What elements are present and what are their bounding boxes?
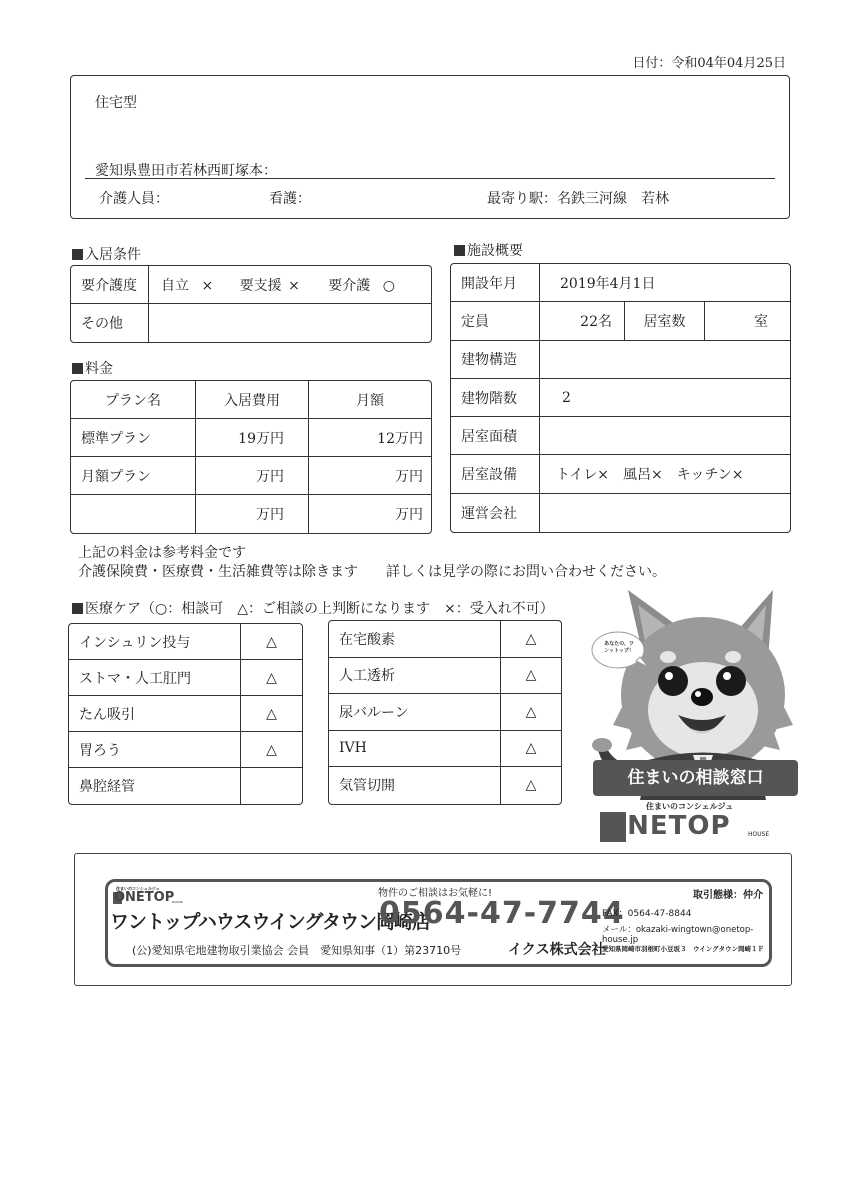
table-row bbox=[69, 624, 302, 660]
other-label: その他 bbox=[71, 304, 149, 342]
onetop-logo: ONETOP bbox=[604, 811, 731, 841]
table-header-row bbox=[71, 381, 431, 419]
other-value bbox=[149, 304, 431, 342]
fee-note-1: 上記の料金は参考料金です bbox=[78, 545, 246, 561]
company-address: 愛知県岡崎市羽根町小豆坂３ ウイングタウン岡崎１Ｆ bbox=[602, 945, 765, 953]
consultation-banner: 住まいの相談窓口 bbox=[593, 760, 798, 796]
square-bullet-icon bbox=[72, 603, 83, 614]
nearest-station: 最寄り駅：名鉄三河線 若林 bbox=[487, 191, 669, 207]
care-level-values bbox=[149, 266, 431, 304]
nursing-label: 看護： bbox=[269, 191, 311, 207]
care-level-0-label: 自立 bbox=[161, 277, 189, 294]
table-row bbox=[71, 457, 431, 495]
inquiry-text: 物件のご相談はお気軽に! bbox=[378, 888, 493, 899]
entry-fee: 万円 bbox=[196, 457, 309, 495]
store-banner bbox=[105, 879, 772, 967]
care-level-1-label: 要支援 bbox=[239, 277, 282, 294]
medical-item: 鼻腔経管 bbox=[69, 768, 241, 804]
fees-table bbox=[70, 380, 432, 534]
medical-title-text: 医療ケア（○：相談可 △：ご相談の上判断になります ×：受入れ不可） bbox=[85, 601, 554, 617]
divider bbox=[85, 178, 775, 179]
monthly-fee: 12万円 bbox=[309, 419, 431, 457]
table-row bbox=[329, 621, 561, 658]
table-row bbox=[451, 494, 790, 532]
monthly-fee: 万円 bbox=[309, 457, 431, 495]
plan-name: 月額プラン bbox=[71, 457, 196, 495]
fees-title-text: 料金 bbox=[85, 361, 113, 377]
medical-mark: △ bbox=[501, 621, 561, 658]
plan-name bbox=[71, 495, 196, 533]
medical-mark: △ bbox=[501, 658, 561, 695]
table-row bbox=[451, 417, 790, 455]
housing-type: 住宅型 bbox=[95, 95, 137, 111]
address: 愛知県豊田市若林西町塚本： bbox=[95, 163, 277, 179]
structure-value bbox=[540, 341, 790, 379]
email-address[interactable]: メール：okazaki-wingtown@onetop-house.jp bbox=[602, 925, 754, 945]
fee-note-2: 介護保険費・医療費・生活雑費等は除きます 詳しくは見学の際にお問い合わせください。 bbox=[78, 564, 666, 580]
table-row bbox=[451, 341, 790, 379]
medical-item: インシュリン投与 bbox=[69, 624, 241, 660]
table-row bbox=[451, 379, 790, 417]
care-level-0-mark: × bbox=[201, 277, 214, 294]
medical-mark: △ bbox=[525, 777, 537, 794]
medical-title bbox=[72, 598, 554, 618]
table-row bbox=[451, 264, 790, 302]
onetop-logo-sub: HOUSE bbox=[748, 831, 770, 838]
table-row bbox=[69, 768, 302, 804]
admission-title-text: 入居条件 bbox=[85, 247, 141, 263]
operator-value bbox=[540, 494, 790, 532]
table-row bbox=[451, 455, 790, 493]
table-row bbox=[329, 731, 561, 768]
medical-item: 気管切開 bbox=[329, 767, 501, 804]
table-row bbox=[329, 767, 561, 804]
capacity-value: 22名 bbox=[540, 302, 625, 340]
table-row bbox=[71, 266, 431, 304]
square-bullet-icon bbox=[72, 363, 83, 374]
care-level-2-label: 要介護 bbox=[328, 277, 371, 294]
contact-box bbox=[74, 853, 792, 986]
header-plan: プラン名 bbox=[71, 381, 196, 419]
fax-number: FAX：0564-47-8844 bbox=[602, 909, 692, 919]
rooms-label: 居室数 bbox=[625, 302, 705, 340]
footer-logo-sub: HOUSE bbox=[172, 900, 183, 904]
opened-value: 2019年4月1日 bbox=[540, 264, 790, 302]
room-equipment-label: 居室設備 bbox=[451, 455, 540, 493]
admission-table bbox=[70, 265, 432, 343]
medical-mark: △ bbox=[501, 731, 561, 768]
medical-item: 人工透析 bbox=[329, 658, 501, 695]
transaction-type: 取引態様：仲介 bbox=[693, 890, 763, 901]
care-level-1-mark: × bbox=[288, 277, 300, 294]
floors-label: 建物階数 bbox=[451, 379, 540, 417]
header-entry: 入居費用 bbox=[196, 381, 309, 419]
facility-title bbox=[454, 240, 523, 260]
rooms-value: 室 bbox=[705, 302, 790, 340]
medical-item: 胃ろう bbox=[69, 732, 241, 768]
table-row bbox=[69, 732, 302, 768]
phone-number[interactable]: 0564-47-7744 bbox=[379, 896, 625, 931]
medical-item: IVH bbox=[329, 731, 501, 768]
medical-mark: △ bbox=[241, 732, 302, 768]
medical-mark: △ bbox=[241, 696, 302, 732]
footer-logo: ONETOP bbox=[114, 890, 175, 905]
room-area-label: 居室面積 bbox=[451, 417, 540, 455]
store-name: ワントップハウスウイングタウン岡崎店 bbox=[110, 911, 431, 933]
facility-title-text: 施設概要 bbox=[467, 243, 523, 259]
table-row bbox=[69, 696, 302, 732]
table-row bbox=[71, 495, 431, 533]
medical-mark: △ bbox=[241, 624, 302, 660]
square-bullet-icon bbox=[454, 245, 465, 256]
entry-fee: 19万円 bbox=[196, 419, 309, 457]
mascot-tagline: 住まいのコンシェルジュ bbox=[646, 802, 734, 811]
mascot-speech: あなたの、ワンットップ！ bbox=[604, 641, 634, 654]
medical-item: 尿バルーン bbox=[329, 694, 501, 731]
header-monthly: 月額 bbox=[309, 381, 431, 419]
medical-table-right bbox=[328, 620, 562, 805]
medical-table-left bbox=[68, 623, 303, 805]
document-date: 日付：令和04年04月25日 bbox=[632, 56, 786, 71]
medical-mark: △ bbox=[241, 660, 302, 696]
admission-title bbox=[72, 244, 141, 264]
table-row bbox=[69, 660, 302, 696]
room-area-value bbox=[540, 417, 790, 455]
medical-item: 在宅酸素 bbox=[329, 621, 501, 658]
monthly-fee: 万円 bbox=[395, 507, 423, 523]
square-bullet-icon bbox=[72, 249, 83, 260]
medical-mark bbox=[241, 768, 302, 804]
caregivers-label: 介護人員： bbox=[99, 191, 169, 207]
table-row bbox=[71, 304, 431, 342]
floors-value: 2 bbox=[540, 379, 790, 417]
company-name: イクス株式会社 bbox=[508, 942, 606, 958]
footer-logo-tagline: 住まいのコンシェルジュ bbox=[116, 886, 160, 891]
entry-fee: 万円 bbox=[196, 495, 309, 533]
summary-box bbox=[70, 75, 790, 219]
room-equipment-value: トイレ× 風呂× キッチン× bbox=[540, 455, 790, 493]
care-level-2-mark: ○ bbox=[382, 277, 395, 294]
mascot-illustration bbox=[588, 585, 800, 850]
opened-label: 開設年月 bbox=[451, 264, 540, 302]
medical-item: たん吸引 bbox=[69, 696, 241, 732]
table-row bbox=[451, 302, 790, 340]
medical-item: ストマ・人工肛門 bbox=[69, 660, 241, 696]
capacity-label: 定員 bbox=[451, 302, 540, 340]
fees-title bbox=[72, 358, 113, 378]
table-row bbox=[329, 658, 561, 695]
structure-label: 建物構造 bbox=[451, 341, 540, 379]
medical-mark: △ bbox=[501, 694, 561, 731]
facility-table bbox=[450, 263, 791, 533]
association-info: (公)愛知県宅地建物取引業協会 会員 愛知県知事（1）第23710号 bbox=[132, 944, 462, 957]
care-level-label: 要介護度 bbox=[71, 266, 149, 304]
table-row bbox=[329, 694, 561, 731]
operator-label: 運営会社 bbox=[451, 494, 540, 532]
table-row bbox=[71, 419, 431, 457]
plan-name: 標準プラン bbox=[71, 419, 196, 457]
